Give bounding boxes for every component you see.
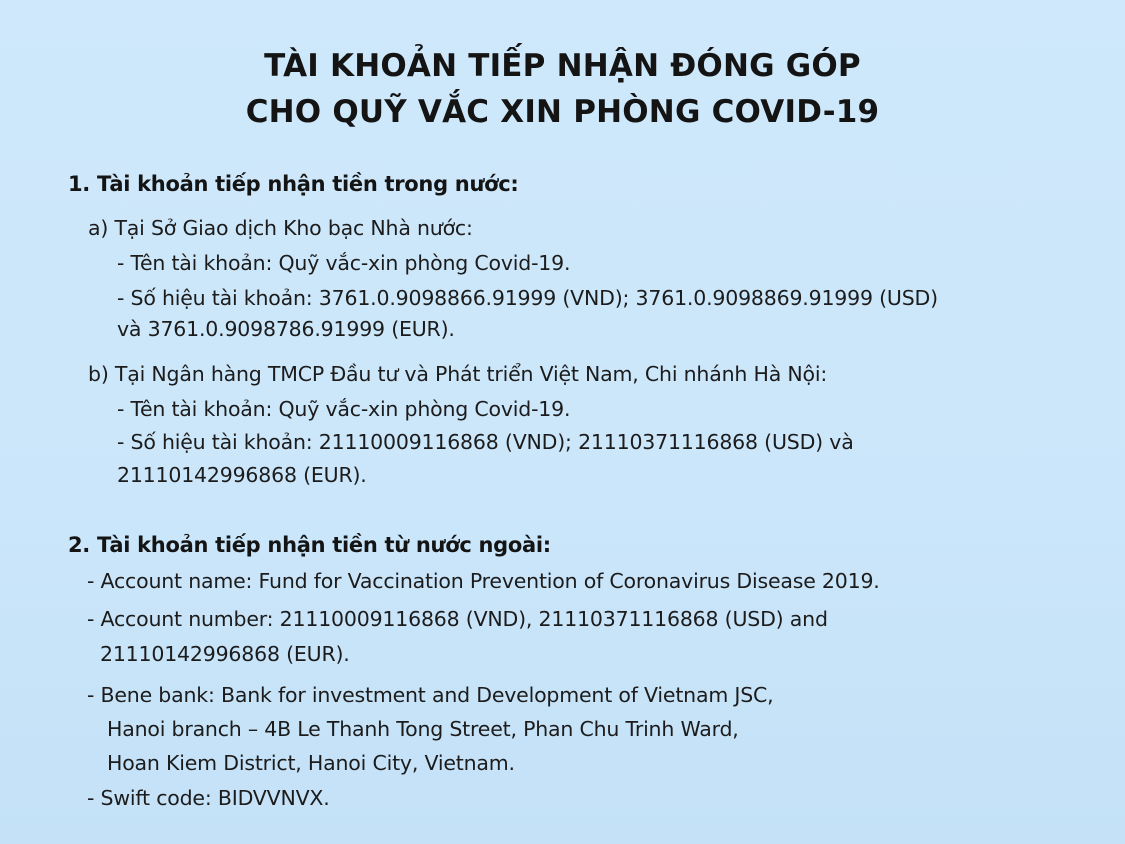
section-1a-account-numbers: - Số hiệu tài khoản: 3761.0.9098866.91999 (VND); 3761.0.9098869.91999 (USD) (117, 286, 938, 310)
section-2-account-number: - Account number: 21110009116868 (VND), 21110371116868 (USD) and (87, 607, 828, 631)
section-2-account-number-cont: 21110142996868 (EUR). (100, 642, 350, 666)
section-2-bene-bank: - Bene bank: Bank for investment and Development of Vietnam JSC, (87, 683, 774, 707)
section-1b-account-numbers-cont: 21110142996868 (EUR). (117, 463, 367, 487)
section-2-account-name: - Account name: Fund for Vaccination Prevention of Coronavirus Disease 2019. (87, 569, 880, 593)
document-title-line-1: TÀI KHOẢN TIẾP NHẬN ĐÓNG GÓP (264, 48, 861, 84)
section-1b-label: b) Tại Ngân hàng TMCP Đầu tư và Phát triển Việt Nam, Chi nhánh Hà Nội: (88, 362, 828, 386)
section-2-heading: 2. Tài khoản tiếp nhận tiền từ nước ngoài: (68, 533, 551, 557)
section-1-heading: 1. Tài khoản tiếp nhận tiền trong nước: (68, 172, 519, 196)
section-2-swift-code: - Swift code: BIDVVNVX. (87, 786, 330, 810)
document-title-line-2: CHO QUỸ VẮC XIN PHÒNG COVID-19 (245, 94, 880, 130)
section-1b-account-name: - Tên tài khoản: Quỹ vắc-xin phòng Covid-19. (117, 397, 571, 421)
section-1a-label: a) Tại Sở Giao dịch Kho bạc Nhà nước: (88, 216, 473, 240)
section-2-bene-bank-address-2: Hoan Kiem District, Hanoi City, Vietnam. (107, 751, 515, 775)
section-1a-account-name: - Tên tài khoản: Quỹ vắc-xin phòng Covid-19. (117, 251, 571, 275)
section-1a-account-numbers-cont: và 3761.0.9098786.91999 (EUR). (117, 317, 455, 341)
section-1b-account-numbers: - Số hiệu tài khoản: 21110009116868 (VND); 21110371116868 (USD) và (117, 430, 854, 454)
section-2-bene-bank-address-1: Hanoi branch – 4B Le Thanh Tong Street, Phan Chu Trinh Ward, (107, 717, 739, 741)
